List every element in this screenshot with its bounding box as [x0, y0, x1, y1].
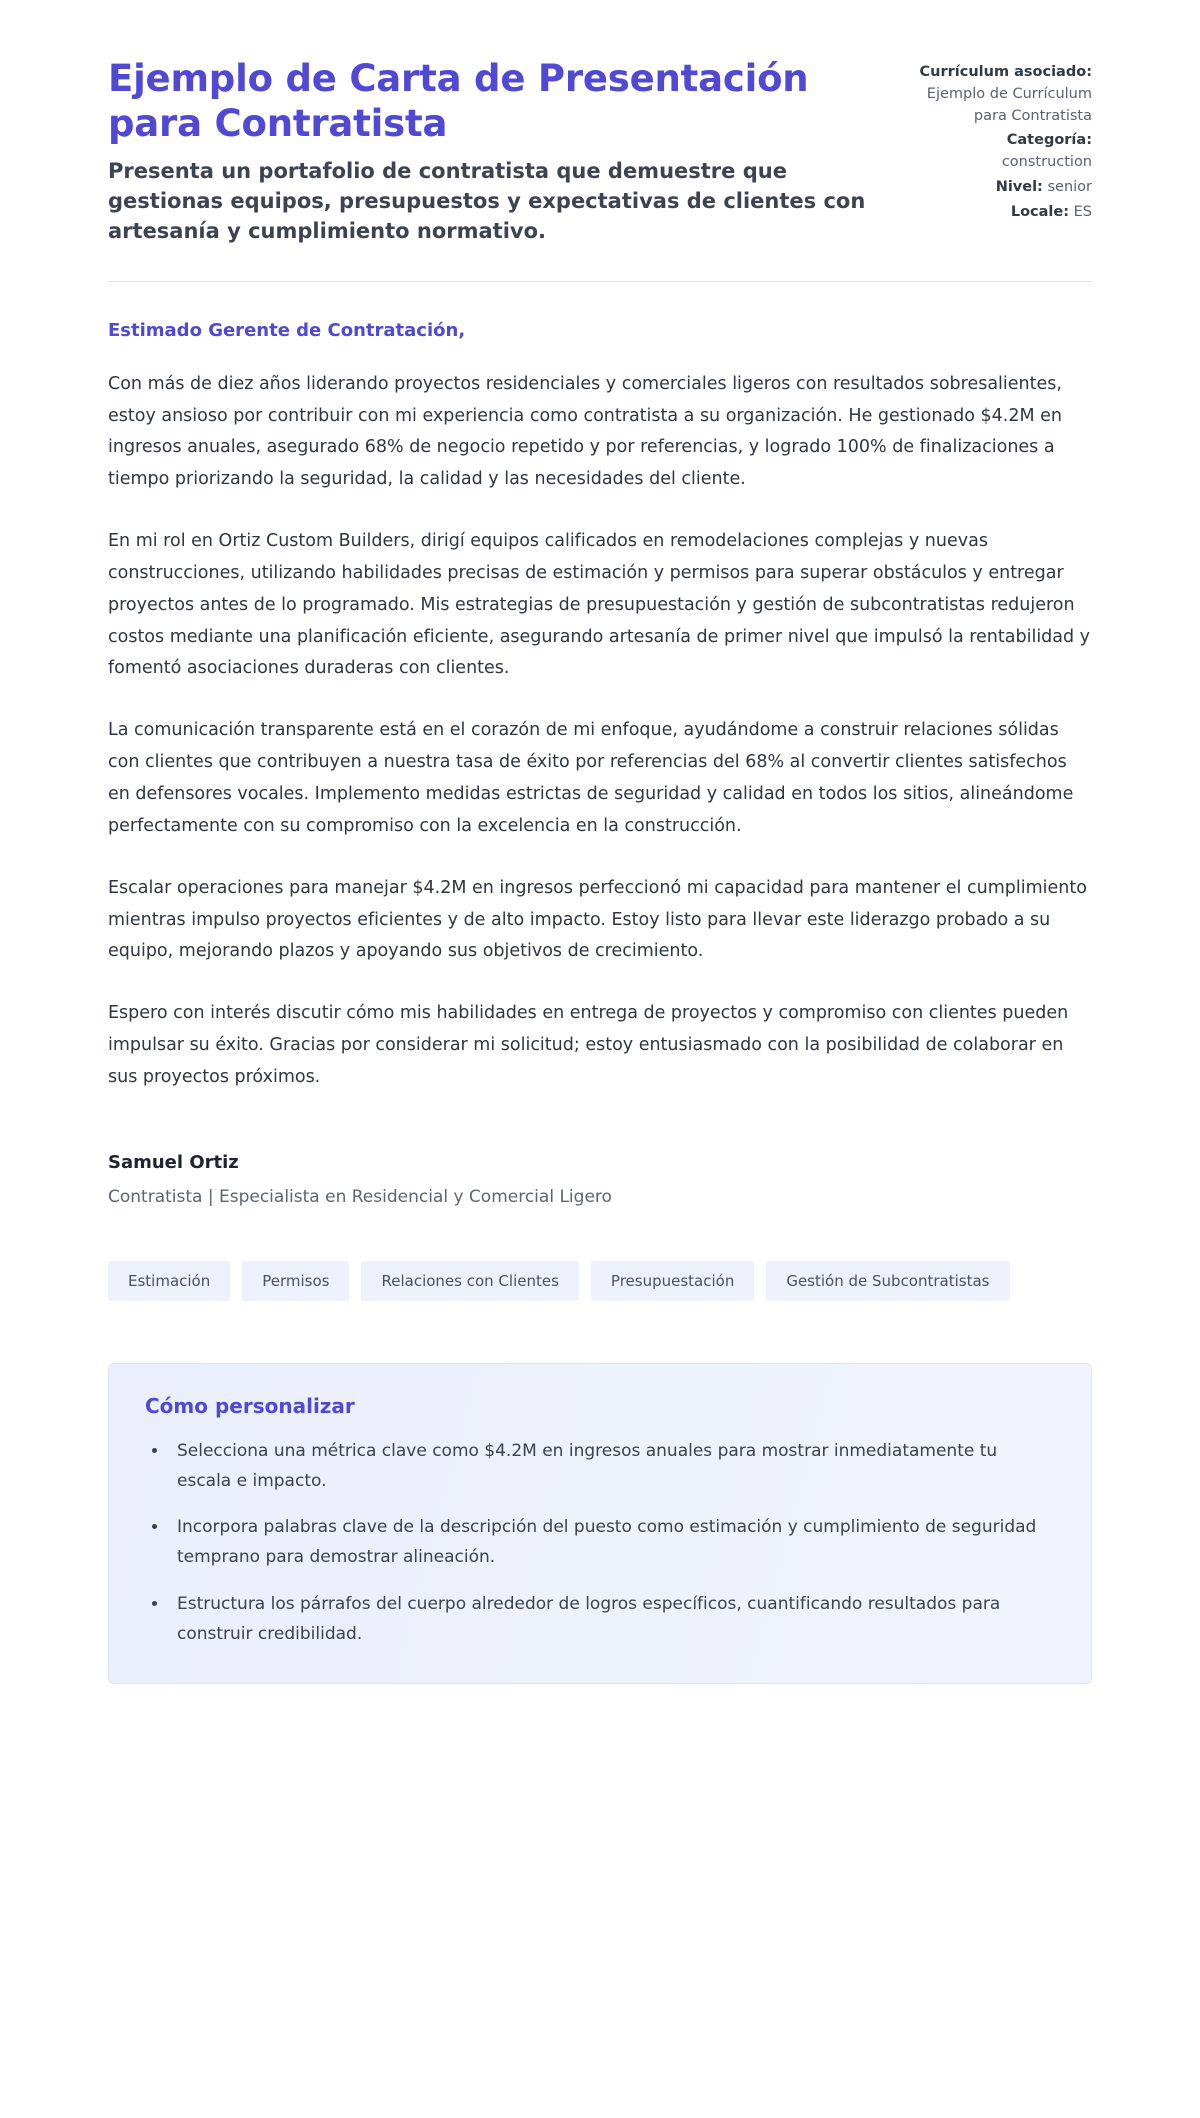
signature-role: Contratista | Especialista en Residencial y Comercial Ligero — [108, 1186, 612, 1207]
meta-label-associated-resume: Currículum asociado: — [919, 64, 1092, 80]
letter-paragraph: Espero con interés discutir cómo mis habilidades en entrega de proyectos y compromiso con clientes pueden impulsar su éxito. Gracias por considerar mi solicitud; estoy entusiasmado con la posibilidad de colaborar en sus proyectos próximos. — [108, 1003, 1069, 1087]
letter-paragraph: Con más de diez años liderando proyectos residenciales y comerciales ligeros con resultados sobresalientes, estoy ansioso por contribuir con mi experiencia como contratista a su organización. He gestionado $4.2M en ingresos anuales, asegurado 68% de negocio repetido y por referencias, y logrado 100% de finalizaciones a tiempo priorizando la seguridad, la calidad y las necesidades del cliente. — [108, 373, 1062, 490]
signature-name: Samuel Ortiz — [108, 1151, 239, 1173]
skill-chip: Gestión de Subcontratistas — [766, 1261, 1009, 1301]
meta-locale — [912, 202, 1092, 224]
skills-chip-list — [108, 1261, 1092, 1301]
letter-salutation: Estimado Gerente de Contratación, — [108, 319, 466, 341]
skill-chip: Estimación — [108, 1261, 230, 1301]
tips-list — [145, 1436, 1055, 1650]
document-header — [108, 56, 1092, 247]
letter-paragraph: Escalar operaciones para manejar $4.2M en ingresos perfeccionó mi capacidad para mantener el cumplimiento mientras impulso proyectos eficientes y de alto impacto. Estoy listo para llevar este liderazgo probado a su equipo, mejorando plazos y apoyando sus objetivos de crecimiento. — [108, 877, 1087, 962]
letter-signature — [108, 1152, 1092, 1207]
meta-value-category: construction — [1001, 154, 1092, 170]
meta-label-level: Nivel: — [995, 178, 1043, 195]
page-subtitle: Presenta un portafolio de contratista que demuestre que gestionas equipos, presupuestos y expectativas de clientes con artesanía y cumplimiento normativo. — [108, 159, 866, 243]
meta-label-category: Categoría: — [1006, 132, 1092, 149]
tips-list-item: • Selecciona una métrica clave como $4.2M en ingresos anuales para mostrar inmediatamente tu escala e impacto. — [169, 1436, 1055, 1497]
customization-tips-card — [108, 1363, 1092, 1685]
tips-title: Cómo personalizar — [145, 1393, 355, 1418]
skill-chip: Permisos — [242, 1261, 349, 1301]
letter-paragraph: En mi rol en Ortiz Custom Builders, dirigí equipos calificados en remodelaciones complejas y nuevas construcciones, utilizando habilidades precisas de estimación y permisos para superar obstáculos y entregar proyectos antes de lo programado. Mis estrategias de presupuestación y gestión de subcontratistas redujeron costos mediante una planificación eficiente, asegurando artesanía de primer nivel que impulsó la rentabilidad y fomentó asociaciones duraderas con clientes. — [108, 531, 1091, 679]
cover-letter-body — [108, 282, 1092, 1207]
meta-value-level: senior — [1047, 178, 1092, 195]
skill-chip: Presupuestación — [591, 1261, 754, 1301]
page-title: Ejemplo de Carta de Presentación para Contratista — [108, 57, 809, 146]
header-text-block — [108, 56, 872, 247]
tips-list-item: • Incorpora palabras clave de la descripción del puesto como estimación y cumplimiento de seguridad temprano para demostrar alineación. — [169, 1512, 1055, 1573]
meta-value-associated-resume: Ejemplo de Currículum para Contratista — [926, 85, 1092, 124]
header-metadata — [912, 56, 1092, 226]
meta-category — [912, 130, 1092, 174]
meta-associated-resume — [912, 62, 1092, 127]
meta-value-locale: ES — [1073, 203, 1092, 220]
meta-label-locale: Locale: — [1010, 203, 1070, 220]
meta-level — [912, 177, 1092, 199]
tips-list-item: • Estructura los párrafos del cuerpo alrededor de logros específicos, cuantificando resultados para construir credibilidad. — [169, 1589, 1055, 1650]
skill-chip: Relaciones con Clientes — [361, 1261, 578, 1301]
letter-paragraph: La comunicación transparente está en el corazón de mi enfoque, ayudándome a construir relaciones sólidas con clientes que contribuyen a nuestra tasa de éxito por referencias del 68% al convertir clientes satisfechos en defensores vocales. Implemento medidas estrictas de seguridad y calidad en todos los sitios, alineándome perfectamente con su compromiso con la excelencia en la construcción. — [108, 720, 1074, 836]
